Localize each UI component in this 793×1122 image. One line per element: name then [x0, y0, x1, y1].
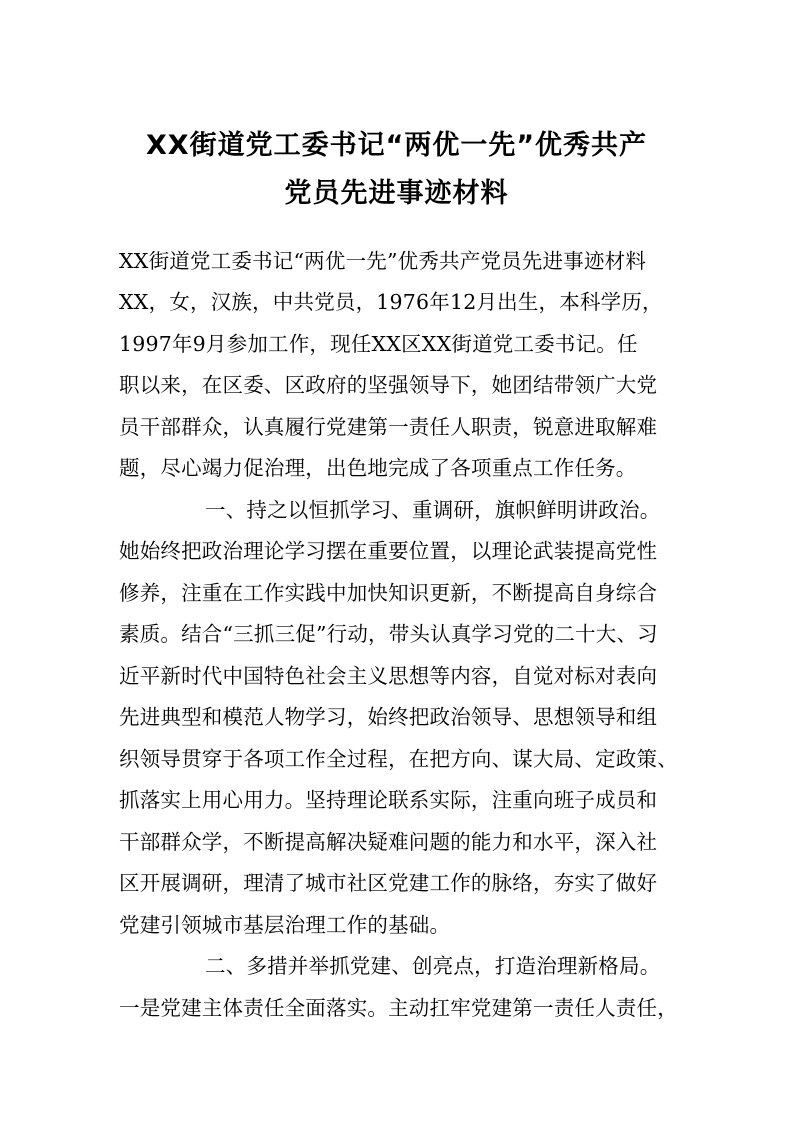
document-title-line-1: XX街道党工委书记“两优一先”优秀共产 — [145, 130, 648, 161]
body-line: 党建引领城市基层治理工作的基础。 — [119, 913, 451, 937]
body-line: 抓落实上用心用力。坚持理论联系实际，注重向班子成员和 — [119, 788, 658, 812]
section-heading-2: 二、多措并举抓党建、创亮点，打造治理新格局。 — [205, 954, 661, 978]
body-line: 1997年9月参加工作，现任XX区XX街道党工委书记。任 — [119, 332, 638, 356]
body-line: 先进典型和模范人物学习，始终把政治领导、思想领导和组 — [119, 705, 658, 729]
body-line: XX，女，汉族，中共党员，1976年12月出生，本科学历， — [119, 290, 663, 314]
section-heading-1: 一、持之以恒抓学习、重调研，旗帜鲜明讲政治。 — [205, 498, 661, 522]
body-line: 素质。结合“三抓三促”行动，带头认真学习党的二十大、习 — [119, 622, 658, 646]
body-line: 织领导贯穿于各项工作全过程，在把方向、谋大局、定政策、 — [119, 747, 678, 771]
body-line: 题，尽心竭力促治理，出色地完成了各项重点工作任务。 — [119, 456, 637, 480]
body-line: 近平新时代中国特色社会主义思想等内容，自觉对标对表向 — [119, 664, 658, 688]
body-line: 职以来，在区委、区政府的坚强领导下，她团结带领广大党 — [119, 373, 658, 397]
body-line: 修养，注重在工作实践中加快知识更新，不断提高自身综合 — [119, 581, 658, 605]
document-title-line-2: 党员先进事迹材料 — [284, 178, 509, 209]
body-line: 一是党建主体责任全面落实。主动扛牢党建第一责任人责任， — [119, 996, 678, 1020]
body-line: XX街道党工委书记“两优一先”优秀共产党员先进事迹材料 — [119, 249, 647, 273]
body-line: 她始终把政治理论学习摆在重要位置，以理论武装提高党性 — [119, 539, 658, 563]
body-line: 干部群众学，不断提高解决疑难问题的能力和水平，深入社 — [119, 830, 658, 854]
body-line: 区开展调研，理清了城市社区党建工作的脉络，夯实了做好 — [119, 871, 658, 895]
body-line: 员干部群众，认真履行党建第一责任人职责，锐意进取解难 — [119, 415, 658, 439]
